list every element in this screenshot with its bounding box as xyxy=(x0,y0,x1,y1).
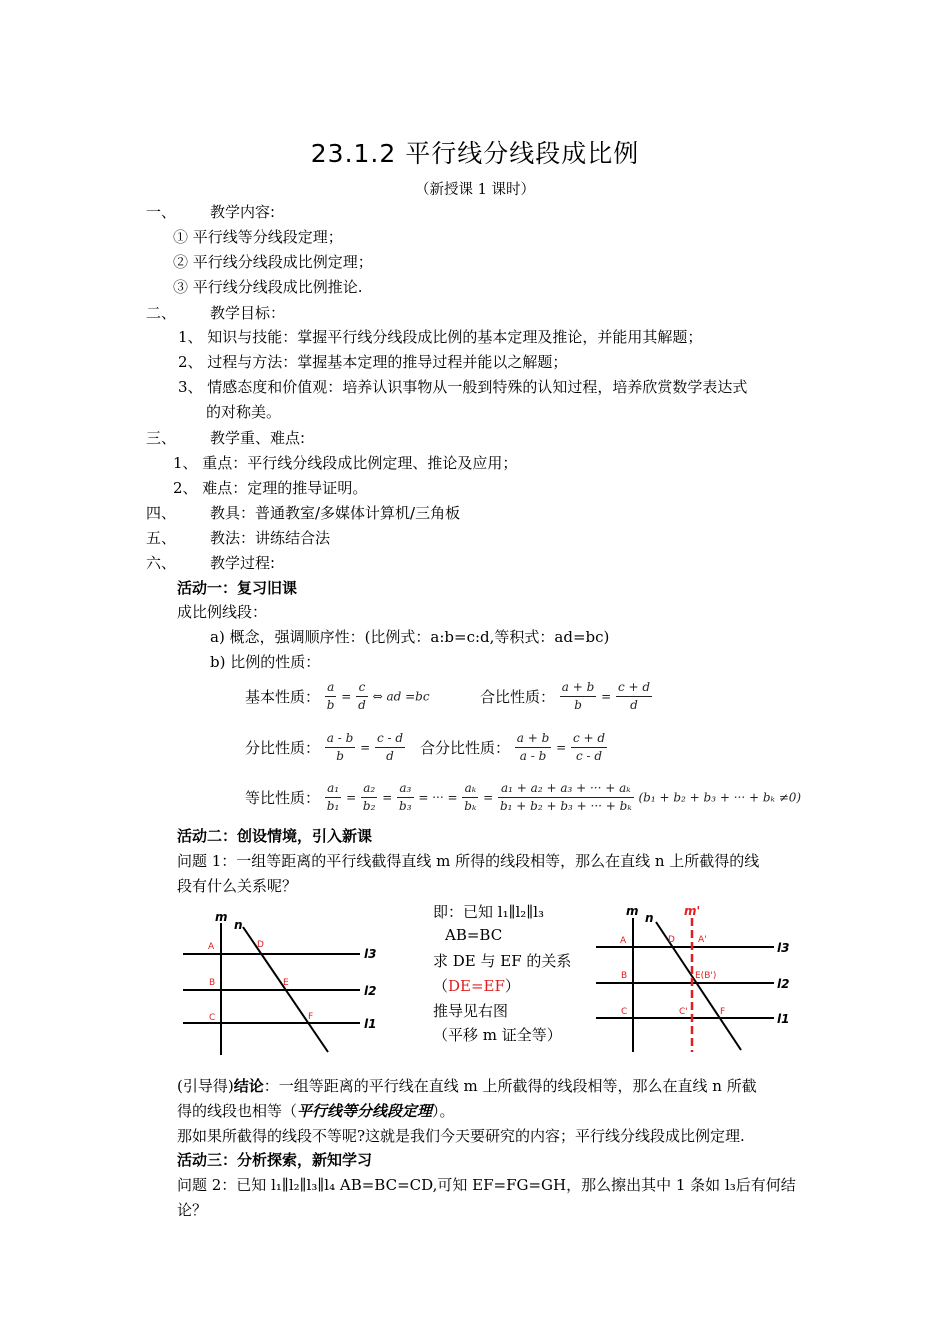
section-number: 四、 xyxy=(146,504,177,522)
section-title: 教学内容: xyxy=(210,203,276,221)
list-item: 2、 过程与方法：掌握基本定理的推导过程并能以之解题； xyxy=(178,353,568,371)
given-answer: （DE=EF） xyxy=(433,977,520,995)
fraction: $\frac{\text{a₂}}{\text{b₂}}$ xyxy=(362,781,376,813)
section-number: 六、 xyxy=(146,554,177,572)
conclusion-label: 结论 xyxy=(233,1077,264,1095)
section-number: 二、 xyxy=(146,304,177,322)
fraction: $\frac{a}{b}$ xyxy=(326,680,335,712)
given-text: AB=BC xyxy=(445,926,503,944)
activity-heading: 活动一：复习旧课 xyxy=(177,579,298,597)
fraction: $\frac{a + b}{a - b}$ xyxy=(516,731,550,763)
section-number: 五、 xyxy=(146,529,177,547)
label-C: C xyxy=(621,1007,628,1017)
activity-heading: 活动三：分析探索，新知学习 xyxy=(177,1151,373,1169)
list-item: ② 平行线分线段成比例定理； xyxy=(173,253,373,271)
formula-basic: 基本性质： $\frac{a}{b}$ = $\frac{c}{d}$ ⇔ ad =bc xyxy=(245,680,430,712)
label-A: A xyxy=(620,936,627,946)
label-l2: l2 xyxy=(777,977,790,991)
activity-heading: 活动二：创设情境，引入新课 xyxy=(177,827,373,845)
given-text: （平移 m 证全等） xyxy=(433,1026,562,1044)
paragraph: 问题 1：一组等距离的平行线截得直线 m 所得的线段相等，那么在直线 n 上所截得的线 xyxy=(177,852,760,870)
label-l3: l3 xyxy=(777,941,790,955)
given-text: 求 DE 与 EF 的关系 xyxy=(433,952,572,970)
fraction: $\frac{c - d}{d}$ xyxy=(376,731,404,763)
section-title: 教学目标： xyxy=(210,304,286,322)
label-A-prime: A' xyxy=(698,935,707,945)
fraction: $\frac{\text{aₖ}}{\text{bₖ}}$ xyxy=(464,781,477,813)
section-title: 教具：普通教室/多媒体计算机/三角板 xyxy=(210,504,461,522)
label-B: B xyxy=(621,971,628,981)
fraction: $\frac{c + d}{c - d}$ xyxy=(572,731,606,763)
page-title: 23.1.2 平行线分线段成比例 xyxy=(310,139,640,168)
label-n: n xyxy=(234,918,243,932)
list-item: ① 平行线等分线段定理； xyxy=(173,228,343,246)
section-title: 教学重、难点: xyxy=(210,429,306,447)
list-item: ③ 平行线分线段成比例推论. xyxy=(173,278,363,296)
fraction: $\frac{a - b}{b}$ xyxy=(326,731,354,763)
formula-sum-difference: 合分比性质： $\frac{a + b}{a - b}$ = $\frac{c + d}{c - d}$ xyxy=(420,731,606,763)
label-l1: l1 xyxy=(364,1017,377,1031)
list-item: b) 比例的性质： xyxy=(210,653,321,671)
conclusion-line: (引导得)结论：一组等距离的平行线在直线 m 上所截得的线段相等，那么在直线 n 所截 xyxy=(177,1077,757,1095)
list-item: a) 概念，强调顺序性：(比例式：a:b=c:d,等积式：ad=bc) xyxy=(210,628,610,646)
page-subtitle: （新授课 1 课时） xyxy=(415,182,535,198)
diagram-translation-proof xyxy=(588,900,798,1056)
label-m: m xyxy=(215,910,228,924)
label-l3: l3 xyxy=(364,947,377,961)
list-item: 1、 重点：平行线分线段成比例定理、推论及应用； xyxy=(173,454,518,472)
label-m: m xyxy=(626,904,639,918)
section-number: 三、 xyxy=(146,429,177,447)
label-E-B-prime: E(B') xyxy=(695,971,717,981)
paragraph: 论？ xyxy=(177,1201,208,1219)
label-F: F xyxy=(720,1007,726,1017)
label-C-prime: C' xyxy=(679,1007,688,1017)
given-text: 推导见右图 xyxy=(433,1002,509,1020)
fraction: $\frac{\text{a₁ + a₂ + a₃ + ··· + aₖ}}{\text{b₁ + b₂ + b₃ + ··· + bₖ}}$ xyxy=(499,781,632,813)
diagram-parallel-lines xyxy=(175,905,375,1057)
fraction: $\frac{\text{a₃}}{\text{b₃}}$ xyxy=(399,781,412,813)
paragraph: 问题 2：已知 l₁∥l₂∥l₃∥l₄ AB=BC=CD,可知 EF=FG=GH，那么擦出其中 1 条如 l₃后有何结 xyxy=(177,1176,796,1194)
label-l1: l1 xyxy=(777,1012,790,1026)
fraction: $\frac{c}{d}$ xyxy=(358,680,366,712)
formula-label: 合分比性质： xyxy=(420,739,511,757)
label-F: F xyxy=(308,1012,314,1022)
formula-equal-ratio: 等比性质： $\frac{\text{a₁}}{\text{b₁}}$ = $\frac{\text{a₂}}{\text{b₂}}$ = $\frac{\text{a₃}}{\text{b₃}}$ = ··· = $\frac{\text{aₖ}}{\text{bₖ}}$ = $\frac{\text{a₁ + a₂ + a₃ + ··· + aₖ}}{\text{b₁ + b₂ + b₃ + ··· + bₖ}}$ (b₁ + b₂ + b₃ + ··· + bₖ ≠0) xyxy=(245,781,802,813)
formula-label: 分比性质： xyxy=(245,739,321,757)
list-item: 3、 情感态度和价值观：培养认识事物从一般到特殊的认知过程，培养欣赏数学表达式 xyxy=(178,378,748,396)
label-n: n xyxy=(645,911,654,925)
answer-de-ef: DE=EF xyxy=(448,977,505,995)
label-l2: l2 xyxy=(364,984,377,998)
formula-label: 基本性质： xyxy=(245,688,321,706)
paragraph: 段有什么关系呢？ xyxy=(177,877,298,895)
formula-sum: 合比性质： $\frac{a + b}{b}$ = $\frac{c + d}{d}$ xyxy=(480,680,651,712)
section-title: 教学过程: xyxy=(210,554,276,572)
condition: (b₁ + b₂ + b₃ + ··· + bₖ ≠0) xyxy=(638,790,802,805)
fraction: $\frac{a + b}{b}$ xyxy=(561,680,595,712)
equivalence: ⇔ ad =bc xyxy=(372,689,430,704)
formula-difference: 分比性质： $\frac{a - b}{b}$ = $\frac{c - d}{d}$ xyxy=(245,731,404,763)
section-title: 教法：讲练结合法 xyxy=(210,529,331,547)
label-C: C xyxy=(209,1013,216,1023)
conclusion-line: 得的线段也相等（平行线等分线段定理）。 xyxy=(177,1102,455,1120)
label-B: B xyxy=(209,978,216,988)
formula-label: 等比性质： xyxy=(245,789,321,807)
section-number: 一、 xyxy=(146,203,177,221)
fraction: $\frac{c + d}{d}$ xyxy=(617,680,651,712)
list-item-continuation: 的对称美。 xyxy=(206,403,282,421)
label-A: A xyxy=(208,942,215,952)
list-item: 2、 难点：定理的推导证明。 xyxy=(173,479,368,497)
list-item: 1、 知识与技能：掌握平行线分线段成比例的基本定理及推论，并能用其解题； xyxy=(178,328,703,346)
label-D: D xyxy=(257,940,264,950)
paragraph: 那如果所截得的线段不等呢?这就是我们今天要研究的内容；平行线分线段成比例定理. xyxy=(177,1127,745,1145)
label-D: D xyxy=(668,935,675,945)
theorem-name: 平行线等分线段定理 xyxy=(297,1102,433,1120)
label-E: E xyxy=(283,978,289,988)
formula-label: 合比性质： xyxy=(480,688,556,706)
label-m-prime: m' xyxy=(684,904,701,918)
paragraph: 成比例线段： xyxy=(177,603,268,621)
fraction: $\frac{\text{a₁}}{\text{b₁}}$ xyxy=(326,781,340,813)
given-text: 即：已知 l₁∥l₂∥l₃ xyxy=(433,903,545,921)
